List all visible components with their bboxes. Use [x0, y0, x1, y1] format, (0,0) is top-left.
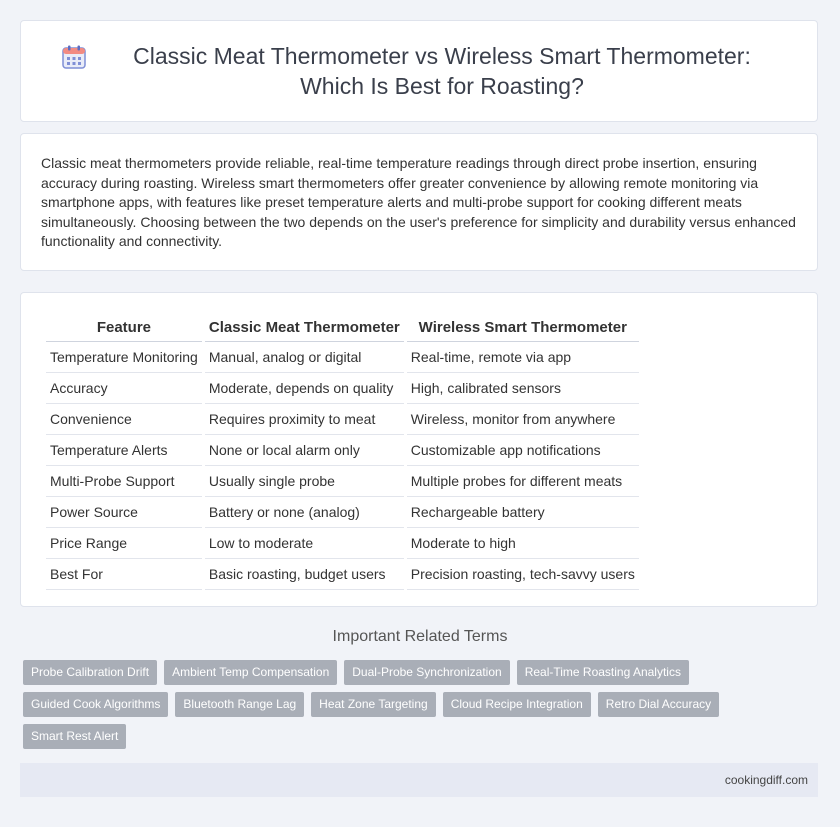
table-cell: Temperature Monitoring [46, 342, 202, 373]
table-cell: Moderate to high [407, 528, 639, 559]
table-cell: Customizable app notifications [407, 435, 639, 466]
column-header-classic: Classic Meat Thermometer [205, 313, 404, 342]
table-cell: Requires proximity to meat [205, 404, 404, 435]
source-link[interactable]: cookingdiff.com [724, 773, 808, 787]
term-tag[interactable]: Dual-Probe Synchronization [344, 660, 509, 685]
term-tag[interactable]: Bluetooth Range Lag [175, 692, 304, 717]
term-tag[interactable]: Smart Rest Alert [23, 724, 126, 749]
comparison-card [20, 292, 818, 607]
page-title: Classic Meat Thermometer vs Wireless Smart Thermometer: Which Is Best for Roasting? [133, 43, 751, 99]
table-cell: High, calibrated sensors [407, 373, 639, 404]
title-card [20, 20, 818, 122]
table-row [46, 342, 639, 373]
related-terms-heading: Important Related Terms [332, 628, 508, 645]
table-row [46, 466, 639, 497]
column-header-wireless: Wireless Smart Thermometer [407, 313, 639, 342]
table-cell: Low to moderate [205, 528, 404, 559]
term-tag[interactable]: Guided Cook Algorithms [23, 692, 168, 717]
table-row [46, 497, 639, 528]
table-header-row [46, 313, 639, 342]
calendar-icon [61, 44, 87, 70]
intro-paragraph: Classic meat thermometers provide reliable, real-time temperature readings through direct probe insertion, ensuring accuracy during roasting. Wireless smart thermometers offer greater convenience by allowing remote monitoring via smartphone apps, with features like preset temperature alerts and multi-probe support for cooking different meats simultaneously. Choosing between the two depends on the user's preference for simplicity and durability versus enhanced functionality and connectivity. [41, 155, 796, 249]
term-tag[interactable]: Ambient Temp Compensation [164, 660, 337, 685]
related-terms-list [23, 660, 823, 756]
table-cell: Temperature Alerts [46, 435, 202, 466]
table-cell: Accuracy [46, 373, 202, 404]
table-cell: Best For [46, 559, 202, 590]
table-row [46, 435, 639, 466]
term-tag[interactable]: Retro Dial Accuracy [598, 692, 719, 717]
table-row [46, 404, 639, 435]
table-cell: Price Range [46, 528, 202, 559]
table-cell: Moderate, depends on quality [205, 373, 404, 404]
intro-card [20, 133, 818, 271]
table-cell: Power Source [46, 497, 202, 528]
table-cell: Multiple probes for different meats [407, 466, 639, 497]
term-tag[interactable]: Cloud Recipe Integration [443, 692, 591, 717]
table-cell: Usually single probe [205, 466, 404, 497]
table-row [46, 559, 639, 590]
term-tag[interactable]: Probe Calibration Drift [23, 660, 157, 685]
table-cell: None or local alarm only [205, 435, 404, 466]
table-cell: Wireless, monitor from anywhere [407, 404, 639, 435]
comparison-table [43, 313, 642, 590]
term-tag[interactable]: Heat Zone Targeting [311, 692, 436, 717]
table-cell: Convenience [46, 404, 202, 435]
table-cell: Real-time, remote via app [407, 342, 639, 373]
table-cell: Battery or none (analog) [205, 497, 404, 528]
table-cell: Rechargeable battery [407, 497, 639, 528]
column-header-feature: Feature [46, 313, 202, 342]
term-tag[interactable]: Real-Time Roasting Analytics [517, 660, 689, 685]
footer [20, 763, 818, 797]
table-row [46, 528, 639, 559]
table-cell: Precision roasting, tech-savvy users [407, 559, 639, 590]
table-cell: Multi-Probe Support [46, 466, 202, 497]
table-cell: Manual, analog or digital [205, 342, 404, 373]
table-cell: Basic roasting, budget users [205, 559, 404, 590]
table-row [46, 373, 639, 404]
